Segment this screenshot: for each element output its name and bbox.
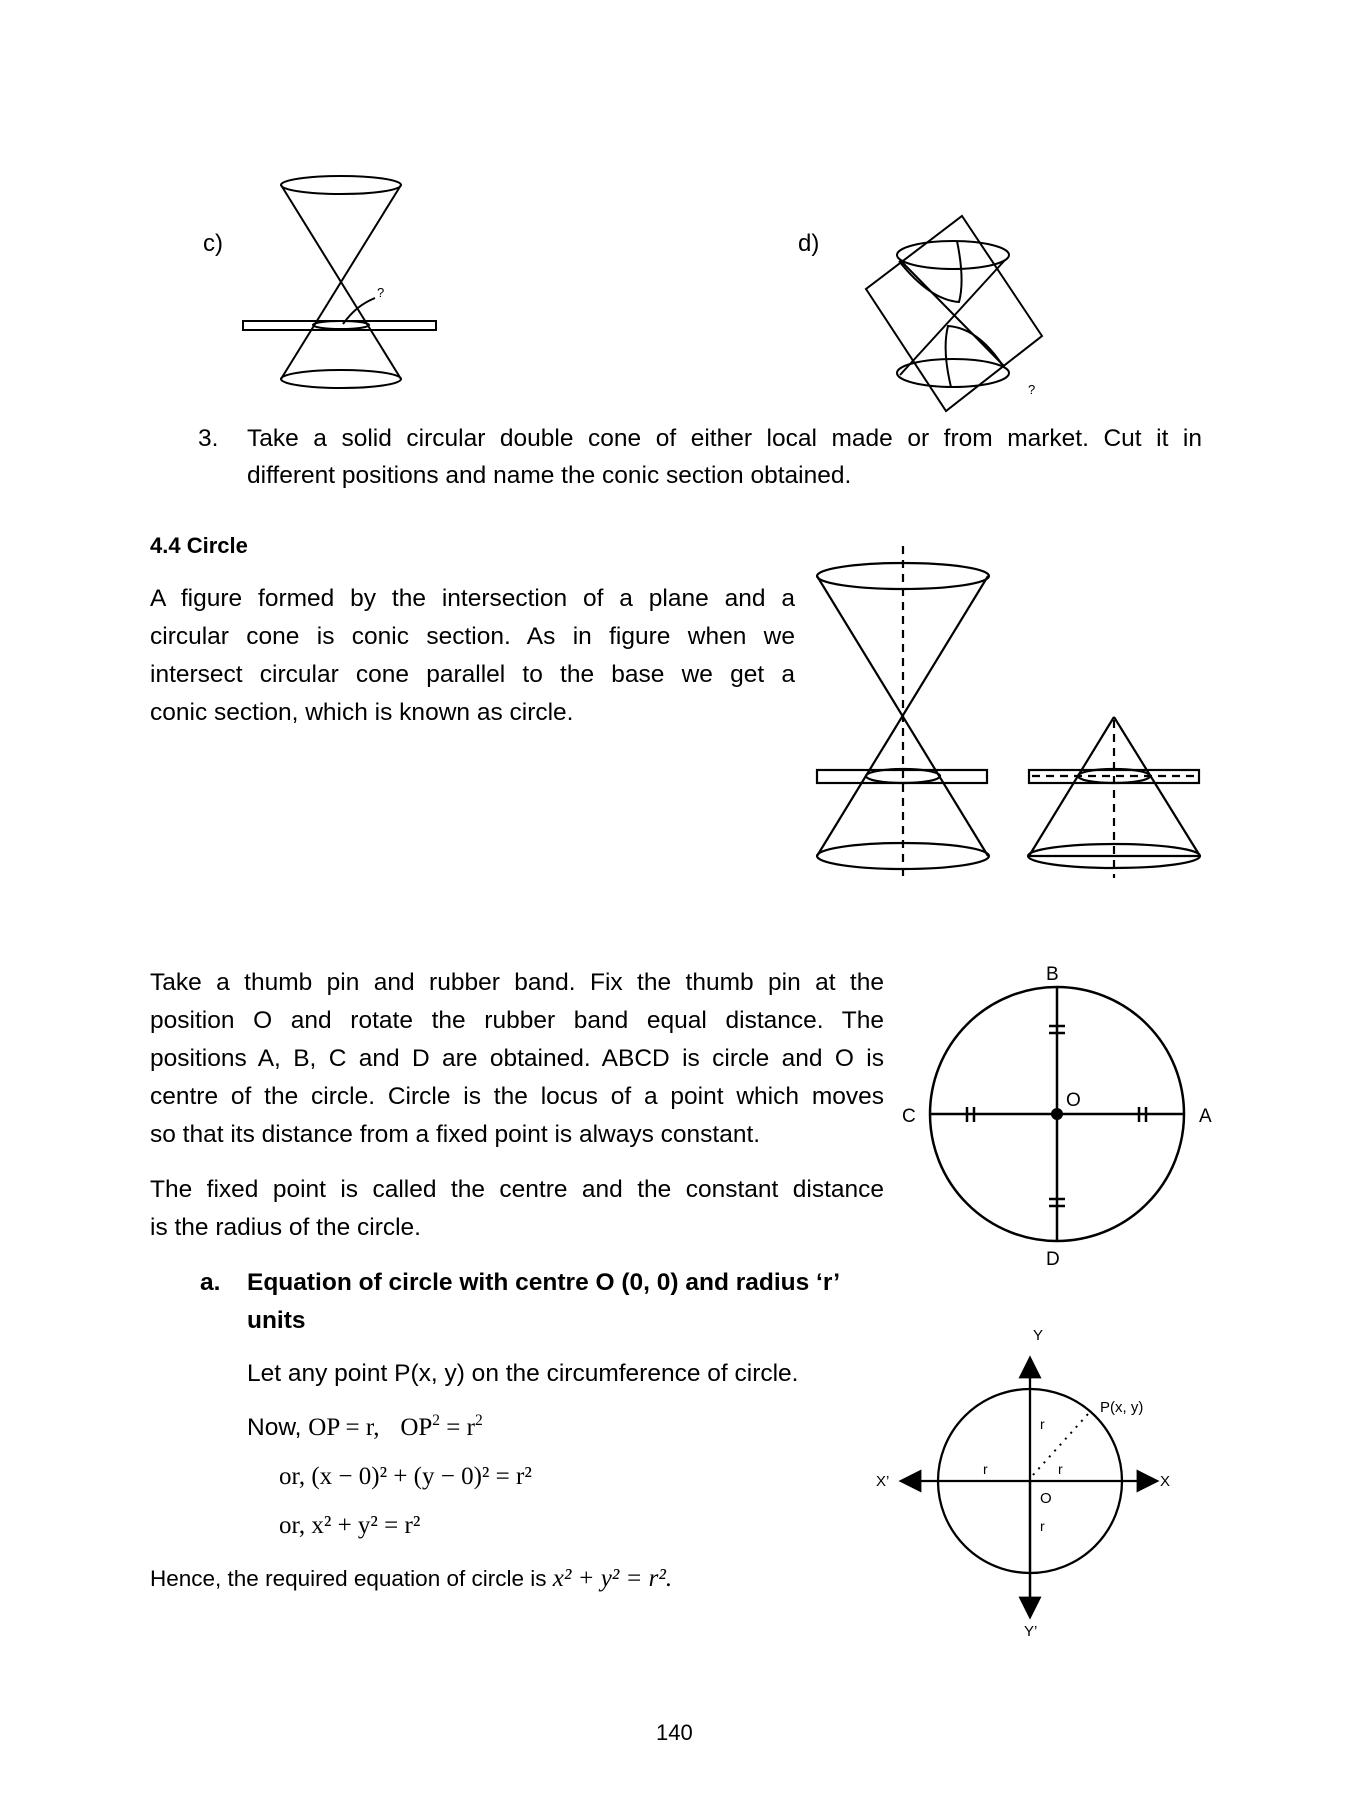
figure-cone-circle-sections	[800, 540, 1230, 890]
paragraph-line: centre of the circle. Circle is the locus of a point which moves	[150, 1083, 884, 1110]
intro-line: intersect circular cone parallel to the base we get a	[150, 661, 795, 688]
equation-line-now: Now, OP = r, $OP^2 = r^2$	[247, 1411, 483, 1441]
page-number: 140	[656, 1720, 693, 1745]
activity-text-line-1: Take a solid circular double cone of either local made or from market. Cut it in	[247, 425, 1202, 452]
figure-c-double-cone-horizontal-cut	[230, 170, 450, 390]
centre-radius-paragraph	[150, 1171, 884, 1247]
figure-circle-abcd	[880, 950, 1230, 1270]
figure-c-question-mark: ?	[377, 285, 385, 300]
axis-label-y-prime: Y’	[1024, 1623, 1038, 1640]
radius-label-left: r	[983, 1461, 988, 1477]
axis-label-x: X	[1160, 1473, 1171, 1490]
figure-c-label: c)	[203, 230, 223, 257]
equation-op-equals-r: OP = r,	[308, 1414, 380, 1441]
activity-text-line-2: different positions and name the conic section obtained.	[247, 462, 852, 489]
origin-label-o: O	[1040, 1490, 1052, 1507]
intro-line: circular cone is conic section. As in figure when we	[150, 623, 795, 650]
now-prefix: Now,	[247, 1414, 302, 1441]
thumb-pin-paragraph	[150, 964, 884, 1154]
equation-step-2	[279, 1507, 420, 1545]
paragraph-line: Take a thumb pin and rubber band. Fix the thumb pin at the	[150, 969, 884, 996]
subsection-title-line-2: units	[247, 1307, 306, 1334]
point-label-d: D	[1046, 1249, 1060, 1270]
centre-point	[1051, 1108, 1063, 1120]
point-label-a: A	[1199, 1106, 1212, 1127]
paragraph-line: The fixed point is called the centre and the constant distance	[150, 1176, 884, 1203]
let-point-text: Let any point P(x, y) on the circumference of circle.	[247, 1360, 799, 1387]
section-heading: 4.4 Circle	[150, 533, 248, 558]
intro-line: conic section, which is known as circle.	[150, 699, 574, 726]
conclusion-equation: x² + y² = r².	[552, 1565, 673, 1592]
figure-d-double-cone-oblique-cut	[860, 210, 1060, 420]
figure-circle-on-axes	[870, 1310, 1200, 1660]
conclusion-line	[150, 1560, 672, 1598]
equation-op-squared: OP	[400, 1414, 433, 1441]
equation-op-squared-rhs: = r	[440, 1414, 475, 1441]
radius-label-up: r	[1040, 1416, 1045, 1432]
intro-line: A figure formed by the intersection of a plane and a	[150, 585, 795, 612]
subsection-marker: a.	[200, 1269, 221, 1296]
conclusion-text: Hence, the required equation of circle is	[150, 1566, 547, 1591]
step-1-expression: (x − 0)² + (y − 0)² = r²	[311, 1463, 532, 1490]
axis-label-x-prime: X’	[876, 1473, 890, 1490]
paragraph-line: is the radius of the circle.	[150, 1214, 421, 1241]
figure-d-label: d)	[798, 230, 820, 257]
point-label-c: C	[902, 1106, 916, 1127]
figure-d-question-mark: ?	[1028, 382, 1036, 397]
paragraph-line: so that its distance from a fixed point is always constant.	[150, 1121, 761, 1148]
radius-label-down: r	[1040, 1518, 1045, 1534]
equation-step-1	[279, 1458, 532, 1496]
subsection-title-line-1: Equation of circle with centre O (0, 0) and radius ‘r’	[247, 1269, 841, 1296]
paragraph-line: position O and rotate the rubber band equal distance. The	[150, 1007, 884, 1034]
axis-label-y: Y	[1033, 1327, 1044, 1344]
point-label-b: B	[1046, 964, 1059, 985]
step-1-prefix: or,	[279, 1463, 306, 1490]
intro-paragraph	[150, 580, 795, 732]
point-label-p: P(x, y)	[1100, 1399, 1144, 1416]
step-2-prefix: or,	[279, 1512, 306, 1539]
radius-label-right: r	[1058, 1461, 1063, 1477]
step-2-expression: x² + y² = r²	[311, 1512, 421, 1539]
paragraph-line: positions A, B, C and D are obtained. ABCD is circle and O is	[150, 1045, 884, 1072]
activity-number: 3.	[198, 425, 219, 452]
centre-label-o: O	[1066, 1090, 1081, 1111]
